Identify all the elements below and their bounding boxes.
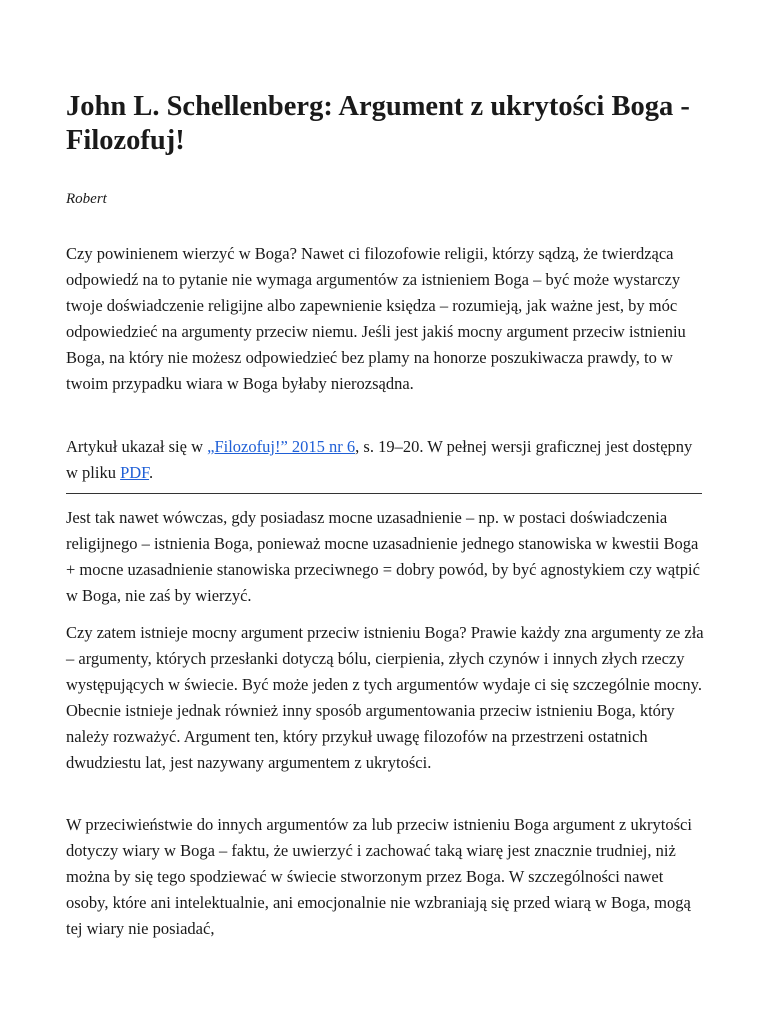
body-paragraph: Czy zatem istnieje mocny argument przeciw istnieniu Boga? Prawie każdy zna argumenty ze zła – argumenty, których przesłanki dotyczą bólu, cierpienia, złych czynów i innych złych rzeczy występujących w świecie. Być może jeden z tych argumentów wydaje ci się szczególnie mocny. Obecnie istnieje jednak również inny sposób argumentowania przeciw istnieniu Boga, który należy rozważyć. Argument ten, który przykuł uwagę filozofów na przestrzeni ostatnich dwudziestu lat, jest nazywany argumentem z ukrytości. [66,623,704,772]
intro-paragraph: Czy powinienem wierzyć w Boga? Nawet ci filozofowie religii, którzy sądzą, że twierdząca odpowiedź na to pytanie nie wymaga argumentów za istnieniem Boga – być może wystarczy twoje doświadczenie religijne albo zapewnienie księdza – rozumieją, jak ważne jest, by móc odpowiedzieć na argumenty przeciw niemu. Jeśli jest jakiś mocny argument przeciw istnieniu Boga, na który nie możesz odpowiedzieć bez plamy na honorze poszukiwacza prawdy, to w twoim przypadku wiara w Boga byłaby nierozsądna. [66,244,686,393]
issue-link[interactable]: „Filozofuj!” 2015 nr 6 [207,437,356,456]
source-note [66,434,706,486]
divider [66,493,702,494]
source-note-suffix: . [149,463,154,482]
body-paragraph: W przeciwieństwie do innych argumentów za lub przeciw istnieniu Boga argument z ukrytości dotyczy wiary w Boga – faktu, że uwierzyć i zachować taką wiarę jest znacznie trudniej, niż można by się tego spodziewać w świecie stworzonym przez Boga. W szczególności nawet osoby, które ani intelektualnie, ani emocjonalnie nie wzbraniają się przed wiarą w Boga, mogą tej wiary nie posiadać, [66,815,692,938]
pdf-link[interactable]: PDF [120,463,150,482]
article-title: John L. Schellenberg: Argument z ukrytości Boga - Filozofuj! [66,91,690,156]
source-note-middle: , s. 19–20. W pełnej wersji graficznej jest dostępny w pliku [66,437,693,482]
body-paragraph: Jest tak nawet wówczas, gdy posiadasz mocne uzasadnienie – np. w postaci doświadczenia religijnego – istnienia Boga, ponieważ mocne uzasadnienie jednego stanowiska w kwestii Boga + mocne uzasadnienie stanowiska przeciwnego = dobry powód, by być agnostykiem czy wątpić w Boga, nie zaś by wierzyć. [66,508,700,605]
source-note-prefix: Artykuł ukazał się w [66,437,208,456]
article-author: Robert [66,191,107,207]
